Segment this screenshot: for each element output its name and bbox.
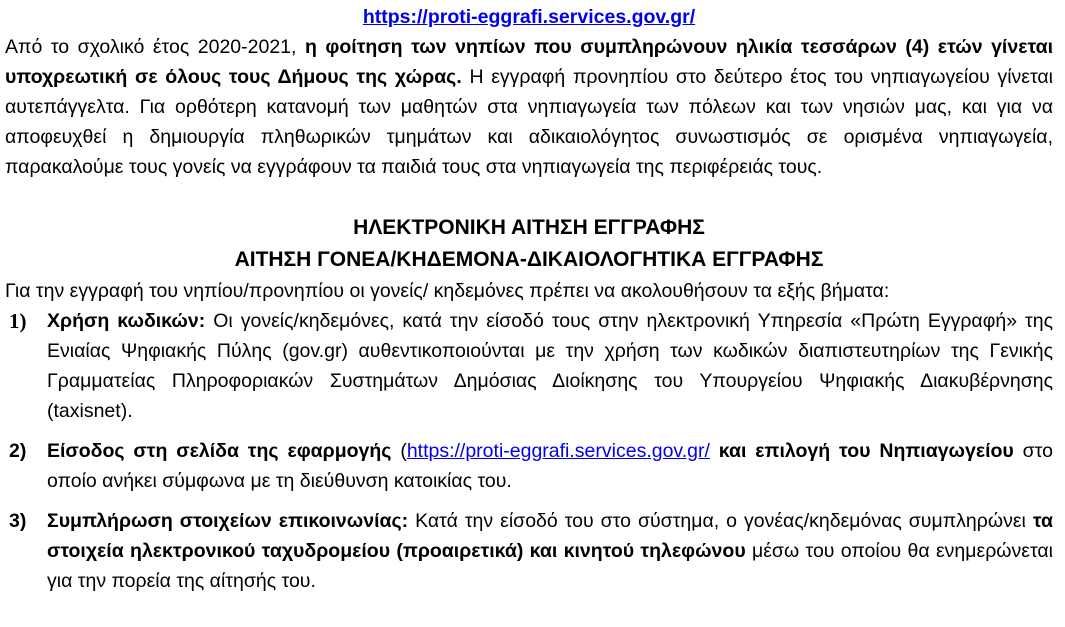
step-text-end: μέσω του οποίου θα ενημερώνεται για την πορεία της αίτησής του. (47, 540, 1053, 592)
step-link[interactable]: https://proti-eggrafi.services.gov.gr/ (406, 440, 710, 462)
heading-electronic-application: ΗΛΕΚΤΡΟΝΙΚΗ ΑΙΤΗΣΗ ΕΓΓΡΑΦΗΣ (353, 216, 705, 239)
document-page (0, 2, 1065, 627)
step-title: Είσοδος στη σελίδα της εφαρμογής (47, 440, 392, 462)
step-bold-mid: τα στοιχεία ηλεκτρονικού ταχυδρομείου (προαιρετικά) και κινητού τηλεφώνου (47, 510, 1053, 562)
heading-parent-application: ΑΙΤΗΣΗ ΓΟΝΕΑ/ΚΗΔΕΜΟΝΑ-ΔΙΚΑΙΟΛΟΓΗΤΙΚΑ ΕΓΓΡΑΦΗΣ (234, 248, 824, 271)
step-bold-after-link: και επιλογή του Νηπιαγωγείου (709, 440, 1014, 462)
top-link-line (5, 2, 1053, 32)
section-spacer (5, 182, 1053, 212)
step-number: 2) (9, 440, 27, 462)
step-text: Οι γονείς/κηδεμόνες, κατά την είσοδό τους στην ηλεκτρονική Υπηρεσία «Πρώτη Εγγραφή» της Ενιαίας Ψηφιακής Πύλης (gov.gr) αυθεντικοποιούνται με την χρήση των κωδικών διαπιστευτηρίων της Γενικής Γραμματείας Πληροφοριακών Συστημάτων Δημόσιας Διοίκησης του Υπουργείου Ψηφιακής Διακυβέρνησης (taxisnet). (47, 310, 1053, 422)
step-item-1 (5, 306, 1053, 426)
step-title: Χρήση κωδικών: (47, 310, 206, 332)
step-item-2 (5, 436, 1053, 496)
step-number: 3) (9, 510, 27, 532)
steps-list (5, 306, 1053, 596)
proti-eggrafi-link[interactable]: https://proti-eggrafi.services.gov.gr/ (362, 6, 696, 28)
intro-paragraph (5, 32, 1053, 182)
step-item-3 (5, 506, 1053, 596)
step-number: 1) (9, 309, 27, 333)
intro-text-2: Η εγγραφή προνηπίου στο δεύτερο έτος του νηπιαγωγείου γίνεται αυτεπάγγελτα. Για ορθότερη κατανομή των μαθητών στα νηπιαγωγεία των πόλεων και των νησιών μας, και για να αποφευχθεί η δημιουργία πληθωρικών τμημάτων και αδικαιολόγητος συνωστισμός σε ορισμένα νηπιαγωγεία, παρακαλούμε τους γονείς να εγγράφουν τα παιδιά τους στα νηπιαγωγεία της περιφέρειάς τους. (5, 66, 1054, 178)
intro-bold-text: η φοίτηση των νηπίων που συμπληρώνουν ηλικία τεσσάρων (4) ετών γίνεται υποχρεωτική σε όλους τους Δήμους της χώρας. (5, 36, 1054, 88)
step-text: στο οποίο ανήκει σύμφωνα με τη διεύθυνση κατοικίας του. (47, 440, 1053, 492)
step-title: Συμπλήρωση στοιχείων επικοινωνίας: (47, 510, 409, 532)
step-text: Κατά την είσοδό του στο σύστημα, ο γονέας/κηδεμόνας συμπληρώνει (408, 510, 1033, 532)
intro-text-1: Από το σχολικό έτος 2020-2021, (5, 36, 305, 58)
step-open-paren: ( (391, 440, 407, 462)
steps-intro: Για την εγγραφή του νηπίου/προνηπίου οι γονείς/ κηδεμόνες πρέπει να ακολουθήσουν τα εξής βήματα: (5, 280, 890, 302)
